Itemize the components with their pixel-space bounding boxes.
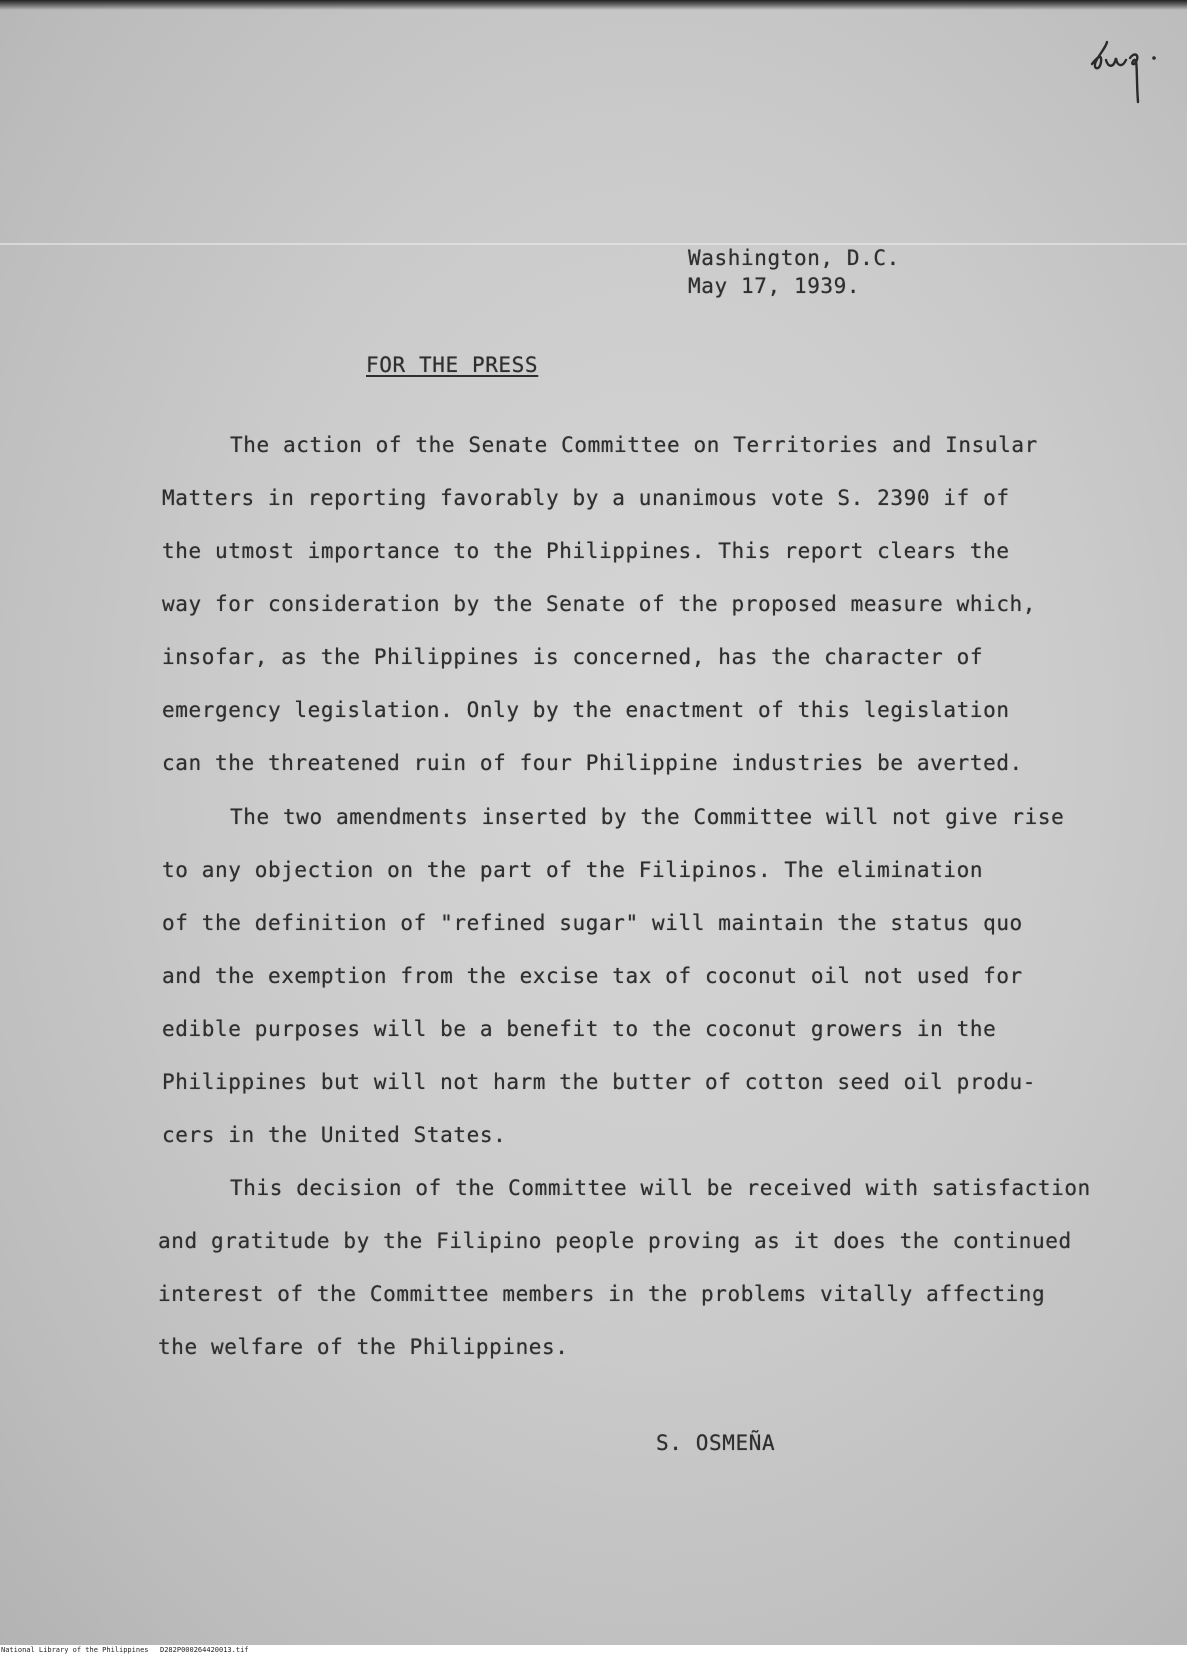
footer-library: National Library of the Philippines: [1, 1646, 149, 1654]
text-line: Philippines but will not harm the butter of cotton seed oil produ-: [162, 1070, 1037, 1094]
text-line: edible purposes will be a benefit to the coconut growers in the: [162, 1017, 997, 1041]
text-line: The action of the Senate Committee on Territories and Insular: [230, 433, 1038, 457]
footer-filename: D282P000264420013.tif: [160, 1646, 249, 1654]
text-line: can the threatened ruin of four Philippine industries be averted.: [162, 751, 1023, 775]
text-line: insofar, as the Philippines is concerned, has the character of: [162, 645, 984, 669]
text-line: and gratitude by the Filipino people proving as it does the continued: [158, 1229, 1072, 1253]
scan-top-edge: [0, 0, 1187, 10]
text-line: to any objection on the part of the Filipinos. The elimination: [162, 858, 984, 882]
text-line: interest of the Committee members in the problems vitally affecting: [158, 1282, 1046, 1306]
text-line: Matters in reporting favorably by a unanimous vote S. 2390 if of: [162, 486, 1010, 510]
text-line: emergency legislation. Only by the enactment of this legislation: [162, 698, 1010, 722]
text-line: of the definition of "refined sugar" will maintain the status quo: [162, 911, 1023, 935]
text-line: cers in the United States.: [162, 1123, 507, 1147]
text-line: and the exemption from the excise tax of coconut oil not used for: [162, 964, 1023, 988]
text-line: The two amendments inserted by the Committee will not give rise: [230, 805, 1065, 829]
dateline-date: May 17, 1939.: [688, 274, 861, 298]
signature: S. OSMEÑA: [656, 1431, 776, 1455]
paper-fold-line: [0, 243, 1187, 245]
text-line: This decision of the Committee will be received with satisfaction: [230, 1176, 1091, 1200]
text-line: the welfare of the Philippines.: [158, 1335, 569, 1359]
handwritten-note: [1086, 36, 1166, 116]
press-heading: FOR THE PRESS: [366, 353, 539, 377]
text-line: the utmost importance to the Philippines. This report clears the: [162, 539, 1010, 563]
dateline-place: Washington, D.C.: [688, 246, 900, 270]
text-line: way for consideration by the Senate of the proposed measure which,: [162, 592, 1037, 616]
